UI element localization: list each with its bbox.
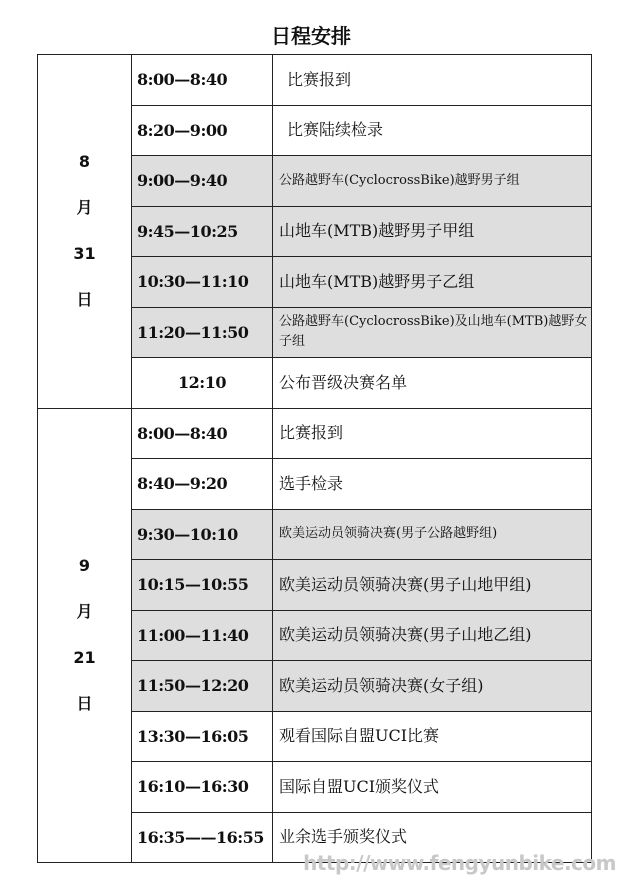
event-cell: 比赛报到 bbox=[273, 408, 592, 459]
time-cell: 9:45—10:25 bbox=[132, 206, 273, 257]
date-month-num: 8 bbox=[78, 152, 91, 172]
watermark: http://www.fengyunbike.com bbox=[303, 851, 616, 875]
event-cell: 观看国际自盟UCI比赛 bbox=[273, 711, 592, 762]
time-cell: 10:30—11:10 bbox=[132, 257, 273, 308]
time-cell: 11:50—12:20 bbox=[132, 661, 273, 712]
event-cell: 山地车(MTB)越野男子乙组 bbox=[273, 257, 592, 308]
event-cell: 国际自盟UCI颁奖仪式 bbox=[273, 762, 592, 813]
time-cell: 11:00—11:40 bbox=[132, 610, 273, 661]
date-month-num: 9 bbox=[78, 556, 91, 576]
event-cell: 业余选手颁奖仪式 bbox=[273, 812, 592, 863]
time-cell: 16:10—16:30 bbox=[132, 762, 273, 813]
time-cell: 16:35——16:55 bbox=[132, 812, 273, 863]
event-cell: 欧美运动员领骑决赛(男子山地乙组) bbox=[273, 610, 592, 661]
date-day-num: 31 bbox=[73, 244, 96, 264]
event-cell: 选手检录 bbox=[273, 459, 592, 510]
date-day-label: 日 bbox=[76, 290, 93, 310]
event-cell: 公布晋级决赛名单 bbox=[273, 358, 592, 409]
event-cell: 欧美运动员领骑决赛(男子山地甲组) bbox=[273, 560, 592, 611]
date-cell-day2 bbox=[38, 408, 132, 863]
time-cell: 9:00—9:40 bbox=[132, 156, 273, 207]
time-cell: 11:20—11:50 bbox=[132, 307, 273, 358]
time-cell: 8:40—9:20 bbox=[132, 459, 273, 510]
event-cell: 欧美运动员领骑决赛(女子组) bbox=[273, 661, 592, 712]
schedule-table bbox=[37, 54, 592, 863]
time-cell: 10:15—10:55 bbox=[132, 560, 273, 611]
table-row bbox=[38, 55, 592, 106]
date-cell-day1 bbox=[38, 55, 132, 409]
time-cell: 13:30—16:05 bbox=[132, 711, 273, 762]
event-cell: 比赛报到 bbox=[273, 55, 592, 106]
event-cell: 公路越野车(CyclocrossBike)及山地车(MTB)越野女子组 bbox=[273, 307, 592, 358]
time-cell: 8:00—8:40 bbox=[132, 55, 273, 106]
event-cell: 山地车(MTB)越野男子甲组 bbox=[273, 206, 592, 257]
date-month-label: 月 bbox=[76, 602, 93, 622]
date-day-label: 日 bbox=[76, 694, 93, 714]
event-cell: 欧美运动员领骑决赛(男子公路越野组) bbox=[273, 509, 592, 560]
date-day-num: 21 bbox=[73, 648, 96, 668]
time-cell: 9:30—10:10 bbox=[132, 509, 273, 560]
event-cell: 比赛陆续检录 bbox=[273, 105, 592, 156]
time-cell: 8:20—9:00 bbox=[132, 105, 273, 156]
table-row bbox=[38, 408, 592, 459]
time-cell: 12:10 bbox=[132, 358, 273, 409]
date-month-label: 月 bbox=[76, 198, 93, 218]
event-cell: 公路越野车(CyclocrossBike)越野男子组 bbox=[273, 156, 592, 207]
time-cell: 8:00—8:40 bbox=[132, 408, 273, 459]
page-title: 日程安排 bbox=[271, 24, 351, 48]
